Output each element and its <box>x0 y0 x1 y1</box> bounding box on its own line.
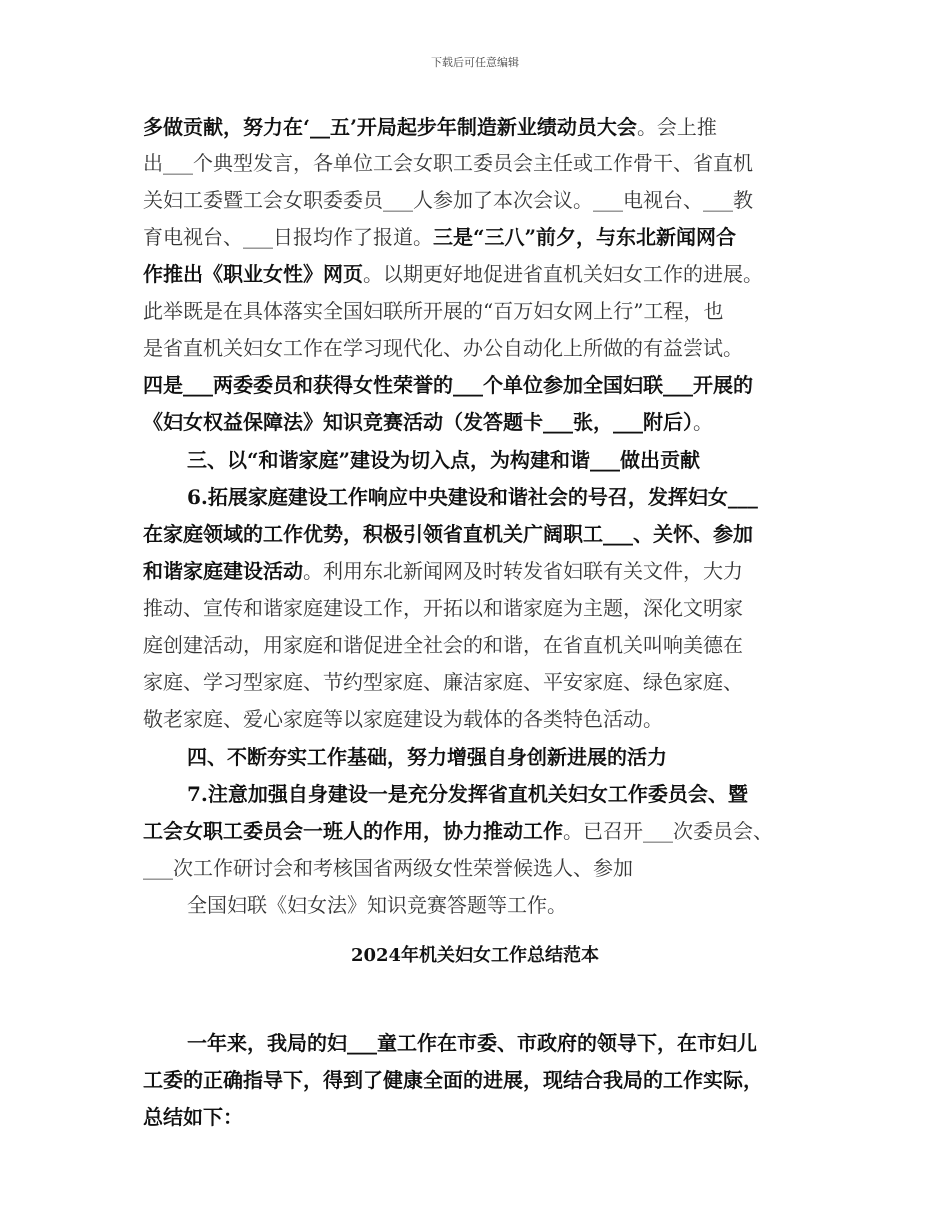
text-line <box>143 1104 243 1130</box>
text-segment: 出___个典型发言，各单位工会女职工委员会主任或工作骨干、省直机 <box>143 151 753 175</box>
text-line <box>143 187 753 213</box>
bold-text-segment: 7.注意加强自身建设一是充分发挥省直机关妇女工作委员会、暨 <box>187 782 748 806</box>
text-line <box>187 1030 757 1056</box>
text-line <box>143 335 743 361</box>
text-segment: 全国妇联《妇女法》知识竞赛答题等工作。 <box>187 893 567 917</box>
text-line <box>143 818 773 844</box>
text-line <box>187 892 567 918</box>
bold-text-segment: 一年来，我局的妇___童工作在市委、市政府的领导下，在市妇儿 <box>187 1031 757 1055</box>
bold-text-segment: 总结如下： <box>143 1105 243 1129</box>
text-line <box>143 150 753 176</box>
bold-text-segment: 工委的正确指导下，得到了健康全面的进展，现结合我局的工作实际， <box>143 1068 763 1092</box>
text-line <box>143 372 753 398</box>
text-line <box>187 484 758 510</box>
text-line <box>143 558 743 584</box>
text-segment: 育电视台、___日报均作了报道。 <box>143 225 433 249</box>
text-line <box>187 744 667 770</box>
text-segment: 。 <box>693 410 713 434</box>
text-segment: 推动、宣传和谐家庭建设工作，开拓以和谐家庭为主题，深化文明家 <box>143 596 743 620</box>
text-line <box>143 855 633 881</box>
text-line <box>143 298 723 324</box>
bold-text-segment: 《妇女权益保障法》知识竞赛活动（发答题卡___张，___附后） <box>143 410 693 434</box>
text-line <box>143 706 663 732</box>
text-segment: 。利用东北新闻网及时转发省妇联有关文件，大力 <box>303 559 743 583</box>
text-line <box>143 669 743 695</box>
text-line <box>143 114 717 140</box>
text-segment: 庭创建活动，用家庭和谐促进全社会的和谐，在省直机关叫响美德在 <box>143 633 743 657</box>
text-line <box>143 595 743 621</box>
bold-text-segment: 作推出《职业女性》网页 <box>143 262 363 286</box>
bold-text-segment: 四是___两委委员和获得女性荣誉的___个单位参加全国妇联___开展的 <box>143 373 753 397</box>
text-line <box>143 224 736 250</box>
text-segment: 。会上推 <box>636 115 717 139</box>
text-segment: 家庭、学习型家庭、节约型家庭、廉洁家庭、平安家庭、绿色家庭、 <box>143 670 743 694</box>
document-title: 2024年机关妇女工作总结范本 <box>350 945 600 966</box>
bold-text-segment: 工会女职工委员会一班人的作用，协力推动工作 <box>143 819 563 843</box>
bold-text-segment: 6.拓展家庭建设工作响应中央建设和谐社会的号召，发挥妇女___ <box>187 485 758 509</box>
text-segment: ___次工作研讨会和考核国省两级女性荣誉候选人、参加 <box>143 856 633 880</box>
bold-text-segment: 三、以“和谐家庭”建设为切入点，为构建和谐___做出贡献 <box>187 448 701 472</box>
bold-text-segment: 四、不断夯实工作基础，努力增强自身创新进展的活力 <box>187 745 667 769</box>
text-line <box>187 781 748 807</box>
text-segment: 此举既是在具体落实全国妇联所开展的“百万妇女网上行”工程，也 <box>143 299 724 323</box>
bold-text-segment: 多做贡献，努力在‘__五’开局起步年制造新业绩动员大会 <box>143 115 637 139</box>
text-segment: 敬老家庭、爱心家庭等以家庭建设为载体的各类特色活动。 <box>143 707 663 731</box>
page-header-note: 下载后可任意编辑 <box>431 56 519 69</box>
bold-text-segment: 在家庭领域的工作优势，积极引领省直机关广阔职工___、关怀、参加 <box>143 522 753 546</box>
text-segment: 。已召开___次委员会、 <box>563 819 773 843</box>
text-segment: 是省直机关妇女工作在学习现代化、办公自动化上所做的有益尝试。 <box>143 336 743 360</box>
bold-text-segment: 三是“三八”前夕，与东北新闻网合 <box>433 225 737 249</box>
text-line <box>143 261 763 287</box>
text-line <box>143 1067 763 1093</box>
text-segment: 关妇工委暨工会女职委委员___人参加了本次会议。___电视台、___教 <box>143 188 753 212</box>
text-line <box>143 409 713 435</box>
text-segment: 。以期更好地促进省直机关妇女工作的进展。 <box>363 262 763 286</box>
bold-text-segment: 和谐家庭建设活动 <box>143 559 303 583</box>
text-line <box>143 521 753 547</box>
text-line <box>187 447 700 473</box>
text-line <box>143 632 743 658</box>
